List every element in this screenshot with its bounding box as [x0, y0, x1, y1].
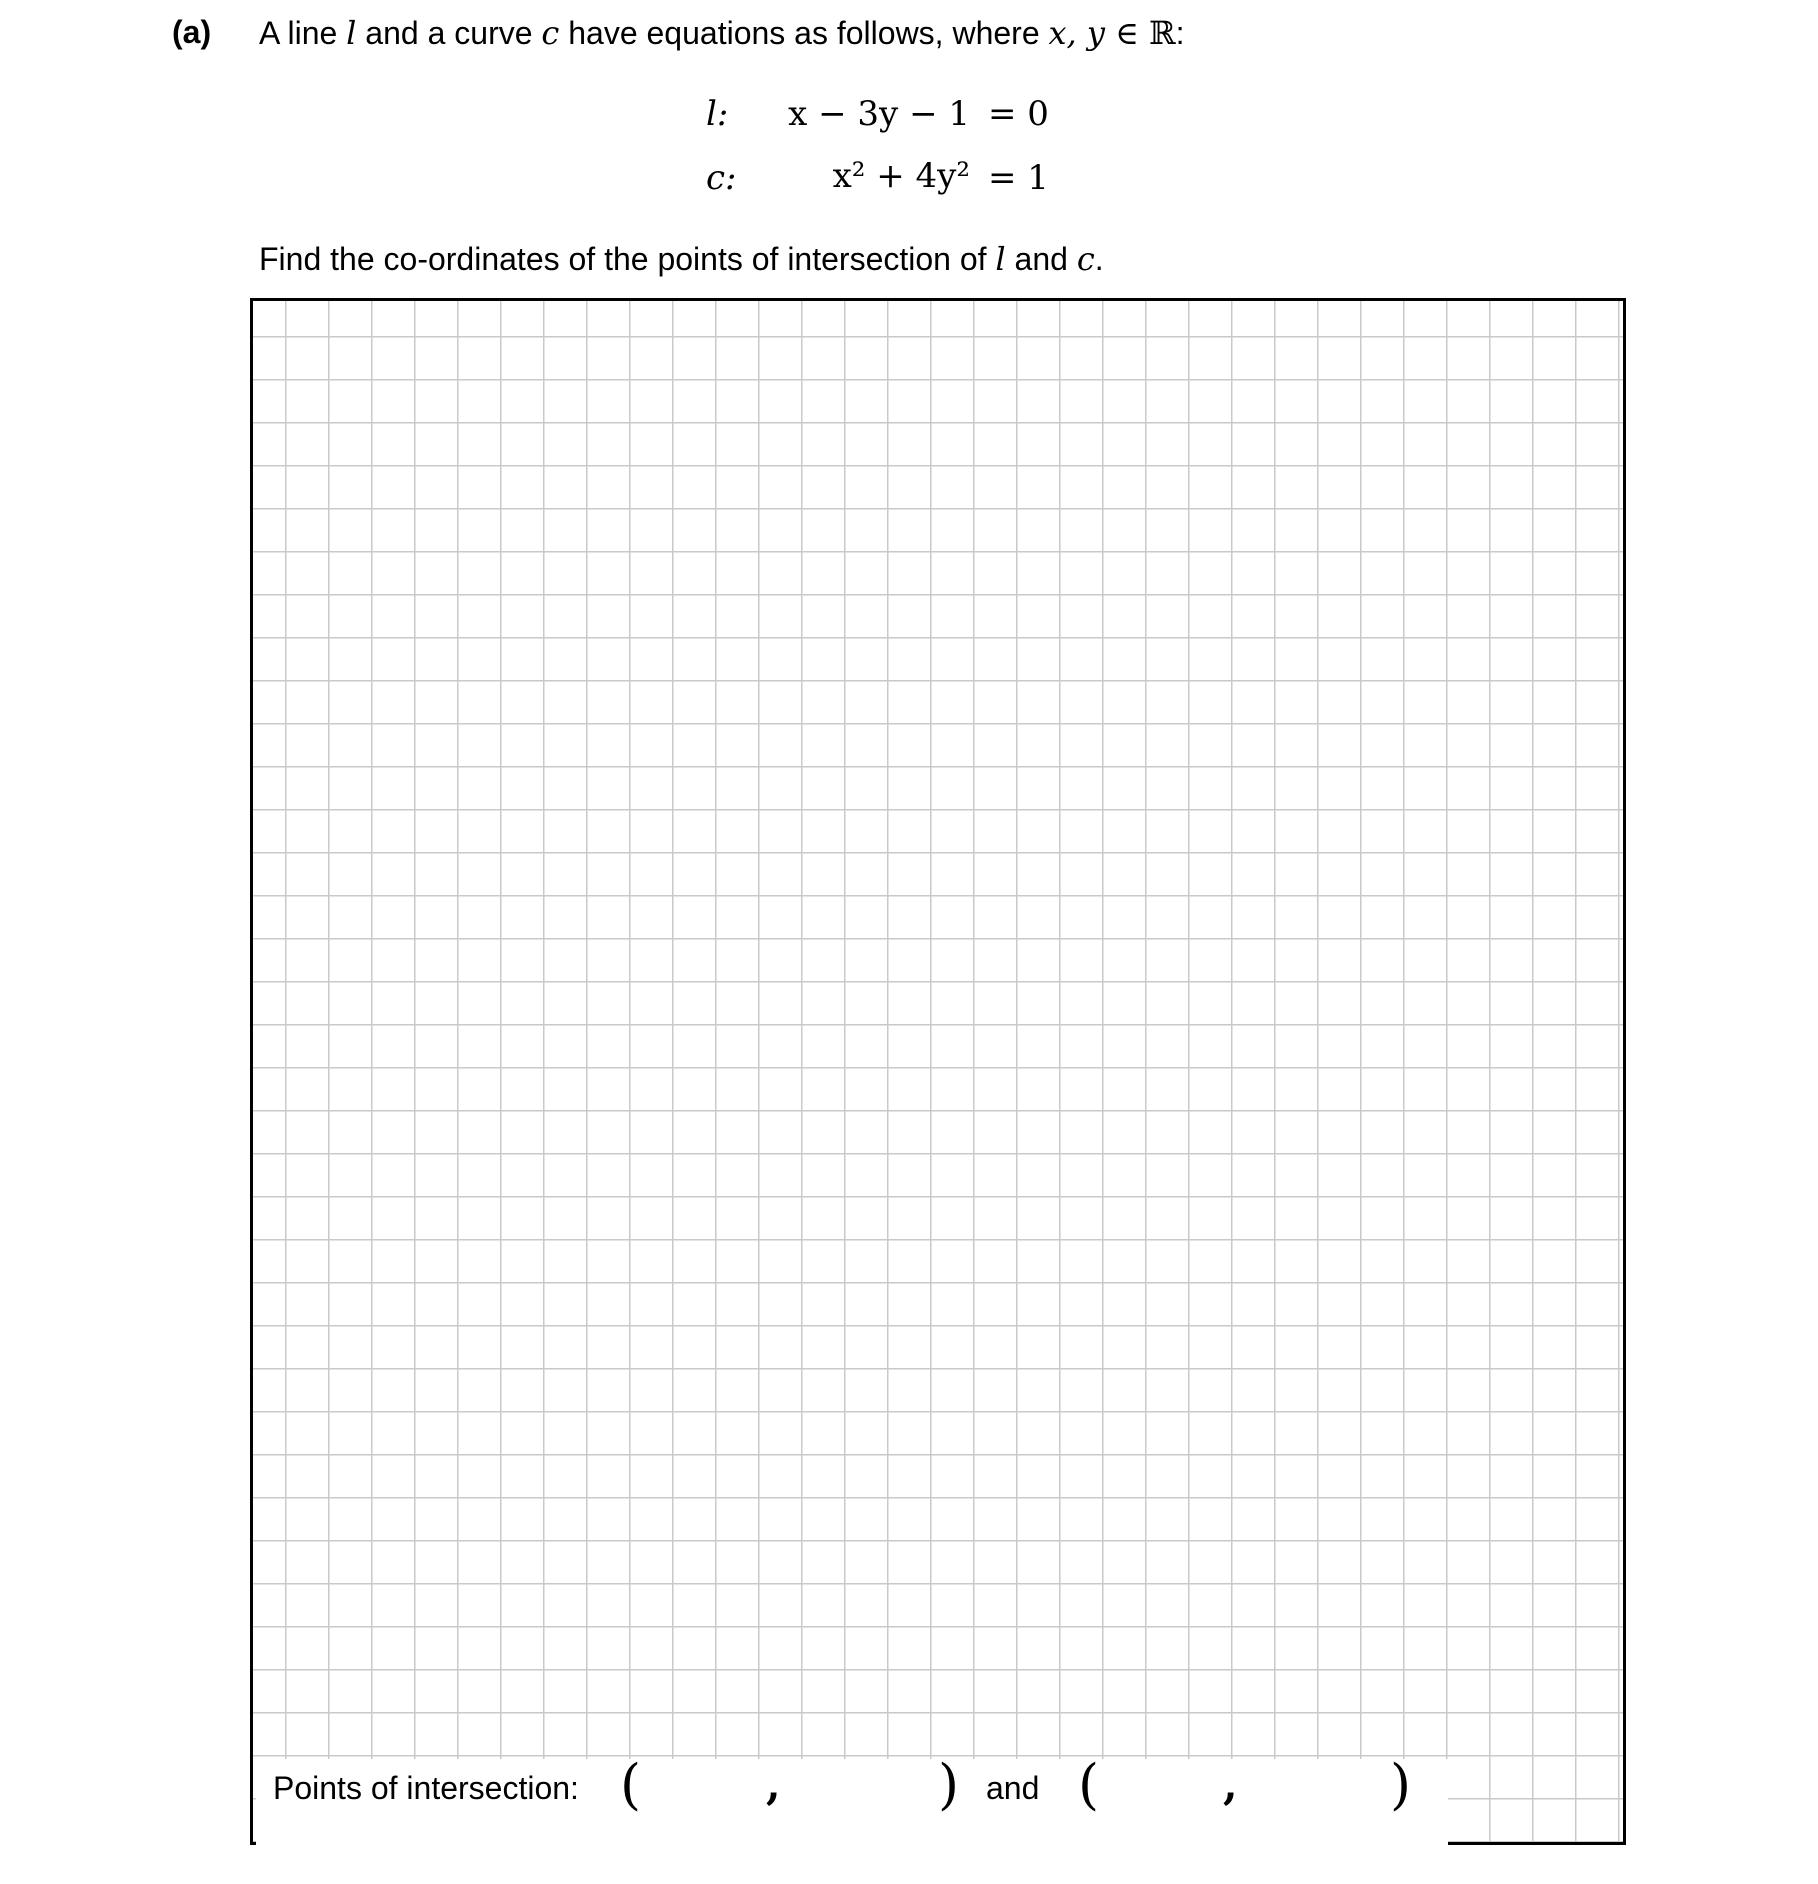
point-1-open-paren: (	[620, 1753, 642, 1816]
point-2-close-paren: )	[1390, 1753, 1412, 1816]
equation-l-name: l:	[706, 94, 729, 134]
question-text-3: have equations as follows, where	[559, 15, 1049, 51]
question-text-2: and a curve	[356, 15, 542, 51]
point-2-comma: ,	[1223, 1760, 1238, 1809]
and-word: and	[986, 1770, 1040, 1806]
instruction-text-2: and	[1005, 241, 1077, 277]
line-symbol: l	[995, 240, 1006, 278]
point-2-open-paren: (	[1078, 1753, 1100, 1816]
part-label: (a)	[172, 14, 212, 50]
answer-grid-box[interactable]	[250, 298, 1626, 1845]
equation-c-lhs: x² + 4y²	[832, 156, 970, 196]
curve-symbol: c	[1076, 240, 1095, 278]
equation-l-lhs: x − 3y − 1	[788, 94, 970, 134]
instruction-text-1: Find the co-ordinates of the points of intersection of	[259, 241, 996, 277]
element-of-symbol: ∈	[1104, 14, 1149, 52]
equation-c-rhs: = 1	[988, 158, 1049, 198]
instruction-text-3: .	[1094, 241, 1104, 277]
question-text	[259, 14, 1184, 52]
equation-c-name: c:	[706, 158, 737, 198]
question-text-5: :	[1175, 15, 1185, 51]
instruction-text	[259, 240, 1104, 278]
point-1-close-paren: )	[938, 1753, 960, 1816]
variables-symbol: x, y	[1048, 14, 1105, 52]
curve-symbol: c	[541, 14, 560, 52]
reals-symbol: ℝ	[1149, 14, 1176, 52]
equation-l-rhs: = 0	[988, 94, 1049, 134]
line-symbol: l	[346, 14, 357, 52]
point-1-comma: ,	[766, 1760, 781, 1809]
answer-label: Points of intersection:	[273, 1770, 579, 1806]
question-text-1: A line	[259, 15, 347, 51]
